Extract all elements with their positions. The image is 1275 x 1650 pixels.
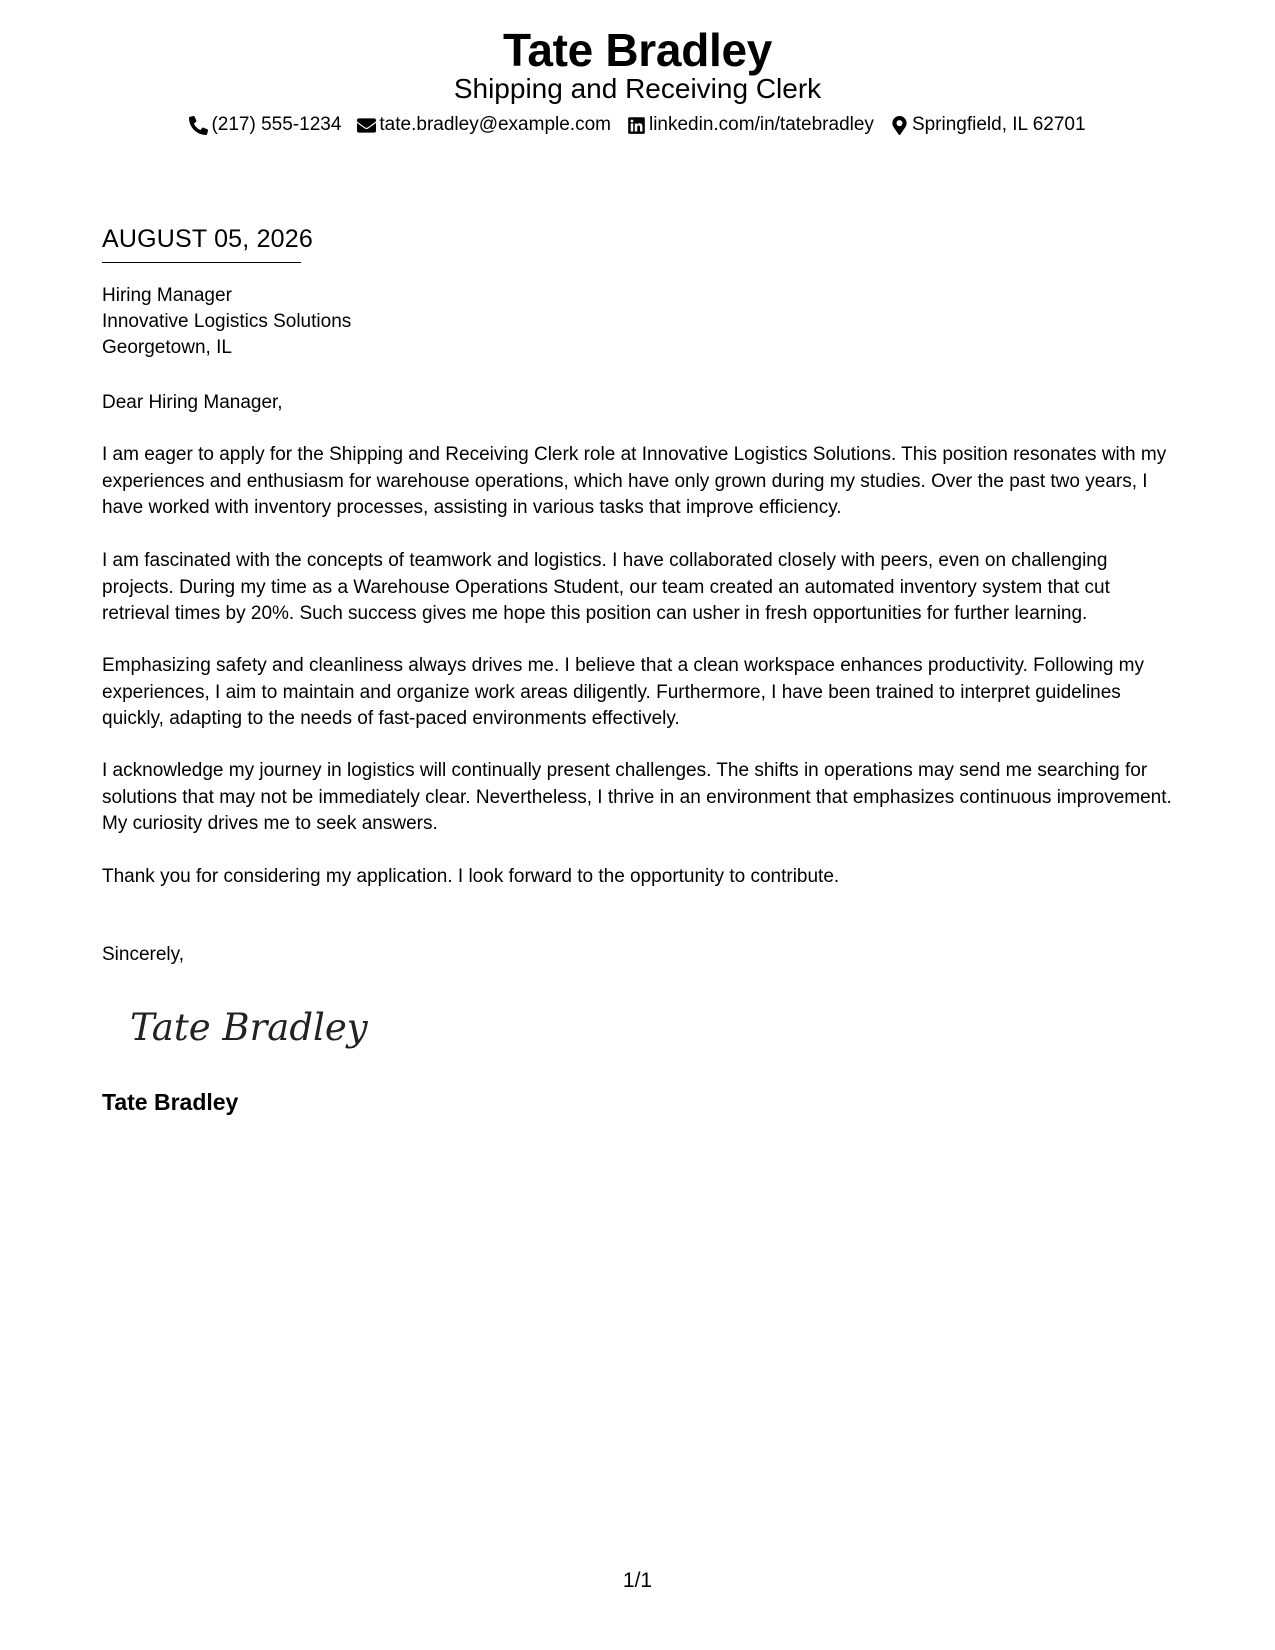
signer-name: Tate Bradley (102, 1089, 239, 1115)
body-paragraph: Emphasizing safety and cleanliness always drives me. I believe that a clean workspace enhances productivity. Following my experiences, I aim to maintain and organize work areas diligently. Furthermore, I have been trained to interpret guidelines quickly, adapting to the needs of fast-paced environments effectively. (102, 655, 1144, 729)
handwritten-signature (128, 996, 368, 1058)
location-text: Springfield, IL 62701 (911, 114, 1086, 135)
body-paragraph: I acknowledge my journey in logistics will continually present challenges. The shifts in operations may send me searching for solutions that may not be immediately clear. Nevertheless, I thrive in an environment that emphasizes continuous improvement. My curiosity drives me to seek answers. (102, 760, 1172, 834)
email-text: tate.bradley@example.com (379, 114, 611, 135)
contact-linkedin (627, 112, 874, 138)
body-paragraph: Thank you for considering my application. I look forward to the opportunity to contribute. (102, 866, 840, 887)
linkedin-icon (627, 116, 646, 135)
linkedin-text: linkedin.com/in/tatebradley (648, 114, 874, 135)
phone-icon (189, 116, 208, 135)
recipient-title: Hiring Manager (102, 285, 232, 306)
date-underline (102, 262, 301, 263)
salutation: Dear Hiring Manager, (102, 392, 283, 413)
recipient-location: Georgetown, IL (102, 337, 232, 358)
contact-phone (189, 112, 341, 138)
envelope-icon (357, 116, 376, 135)
applicant-name: Tate Bradley (502, 24, 773, 76)
recipient-company: Innovative Logistics Solutions (102, 311, 352, 332)
page-number: 1/1 (622, 1569, 653, 1592)
phone-text: (217) 555-1234 (211, 114, 342, 135)
recipient-block (102, 283, 351, 361)
contact-email (357, 112, 611, 138)
signature-text: Tate Bradley (130, 1006, 368, 1049)
body-paragraph: I am fascinated with the concepts of teamwork and logistics. I have collaborated closely with peers, even on challenging projects. During my time as a Warehouse Operations Student, our team created an automated inventory system that cut retrieval times by 20%. Such success gives me hope this position can usher in fresh opportunities for further learning. (102, 550, 1110, 624)
contact-info (0, 112, 1275, 138)
applicant-role: Shipping and Receiving Clerk (453, 73, 822, 104)
body-paragraph: I am eager to apply for the Shipping and Receiving Clerk role at Innovative Logistics Solutions. This position resonates with my experiences and enthusiasm for warehouse operations, which have only grown during my studies. Over the past two years, I have worked with inventory processes, assisting in various tasks that improve efficiency. (102, 444, 1167, 518)
letter-date: AUGUST 05, 2026 (102, 225, 313, 253)
location-pin-icon (890, 116, 909, 135)
closing: Sincerely, (102, 944, 185, 965)
contact-location (890, 112, 1086, 138)
